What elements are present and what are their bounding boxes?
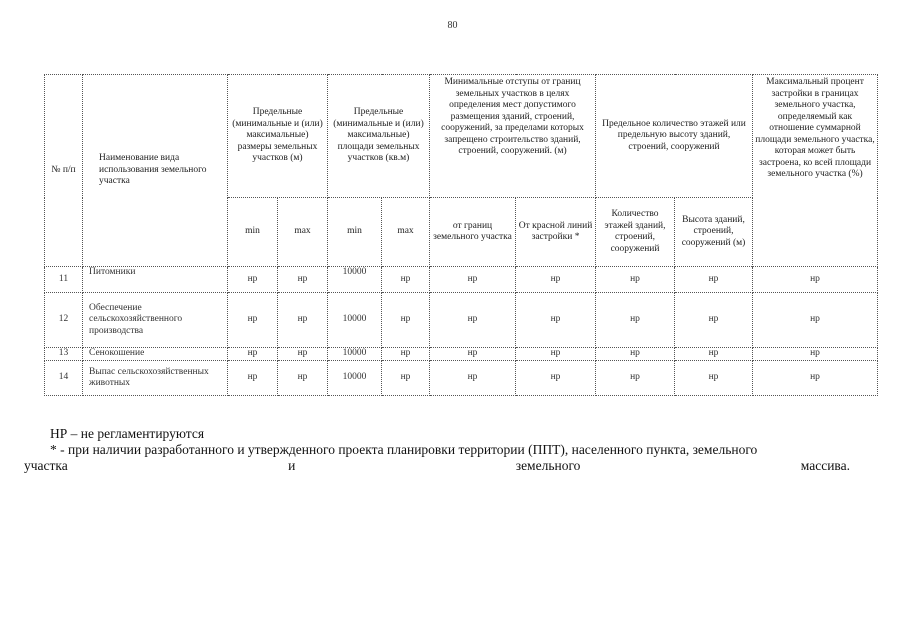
note-word: земельного — [515, 458, 581, 473]
cell-name: Сенокошение — [83, 348, 228, 361]
cell-height: нр — [675, 267, 753, 293]
header-area: Предельные (минимальные и (или) максимальные) площади земельных участков (кв.м) — [328, 75, 430, 198]
cell-percent: нр — [753, 293, 878, 348]
cell-area-min: 10000 — [328, 348, 382, 361]
cell-size-min: нр — [228, 293, 278, 348]
cell-area-min: 10000 — [328, 361, 382, 396]
table-row — [45, 361, 878, 396]
cell-floors: нр — [596, 293, 675, 348]
note-star — [24, 442, 850, 474]
note-word: участка — [24, 458, 68, 473]
header-name: Наименование вида использования земельного участка — [83, 75, 228, 267]
cell-setback-red: нр — [516, 361, 596, 396]
note-word: массива. — [800, 458, 850, 473]
cell-size-min: нр — [228, 361, 278, 396]
header-percent: Максимальный процент застройки в границах земельного участка, определяемый как отношение суммарной площади земельного участка, которая может быть застроена, ко всей площади земельного участка (%) — [753, 75, 878, 267]
cell-size-max: нр — [278, 267, 328, 293]
header-floors-count: Количество этажей зданий, строений, сооружений — [596, 198, 675, 267]
header-setback-border: от границ земельного участка — [430, 198, 516, 267]
cell-height: нр — [675, 348, 753, 361]
note-star-line2 — [24, 458, 850, 474]
cell-num: 14 — [45, 361, 83, 396]
cell-name: Выпас сельскохозяйственных животных — [83, 361, 228, 396]
page-number: 80 — [447, 20, 458, 31]
cell-size-min: нр — [228, 267, 278, 293]
header-setback: Минимальные отступы от границ земельных участков в целях определения мест допустимого размещения зданий, строений, сооружений, за пределами которых запрещено строительство зданий, строений, сооружений. (м) — [430, 75, 596, 198]
note-star-line1: * - при наличии разработанного и утвержденного проекта планировки территории (ППТ), населенного пункта, земельного — [50, 442, 758, 457]
note-nr: НР – не регламентируются — [50, 426, 205, 441]
header-floors: Предельное количество этажей или предельную высоту зданий, строений, сооружений — [596, 75, 753, 198]
cell-area-max: нр — [382, 293, 430, 348]
header-area-min: min — [328, 198, 382, 267]
cell-floors: нр — [596, 348, 675, 361]
cell-percent: нр — [753, 361, 878, 396]
cell-height: нр — [675, 361, 753, 396]
cell-setback-border: нр — [430, 361, 516, 396]
cell-percent: нр — [753, 348, 878, 361]
cell-height: нр — [675, 293, 753, 348]
header-size-max: max — [278, 198, 328, 267]
cell-size-max: нр — [278, 293, 328, 348]
cell-area-max: нр — [382, 348, 430, 361]
cell-num: 12 — [45, 293, 83, 348]
cell-floors: нр — [596, 361, 675, 396]
cell-area-max: нр — [382, 361, 430, 396]
cell-setback-red: нр — [516, 348, 596, 361]
cell-setback-border: нр — [430, 348, 516, 361]
cell-name: Питомники — [83, 267, 228, 293]
cell-floors: нр — [596, 267, 675, 293]
cell-percent: нр — [753, 267, 878, 293]
header-area-max: max — [382, 198, 430, 267]
header-num: № п/п — [45, 75, 83, 267]
cell-area-min: 10000 — [328, 267, 382, 293]
table-row — [45, 293, 878, 348]
cell-num: 11 — [45, 267, 83, 293]
header-size-min: min — [228, 198, 278, 267]
cell-setback-red: нр — [516, 267, 596, 293]
regulations-table — [44, 74, 878, 396]
cell-num: 13 — [45, 348, 83, 361]
cell-size-min: нр — [228, 348, 278, 361]
header-height: Высота зданий, строений, сооружений (м) — [675, 198, 753, 267]
header-size: Предельные (минимальные и (или) максимальные) размеры земельных участков (м) — [228, 75, 328, 198]
cell-setback-border: нр — [430, 293, 516, 348]
cell-size-max: нр — [278, 348, 328, 361]
header-setback-red: От красной линий застройки * — [516, 198, 596, 267]
note-word: и — [288, 458, 296, 473]
table-row — [45, 267, 878, 293]
cell-area-min: 10000 — [328, 293, 382, 348]
cell-name: Обеспечение сельскохозяйственного производства — [83, 293, 228, 348]
cell-size-max: нр — [278, 361, 328, 396]
cell-setback-red: нр — [516, 293, 596, 348]
cell-setback-border: нр — [430, 267, 516, 293]
table-row — [45, 348, 878, 361]
cell-area-max: нр — [382, 267, 430, 293]
